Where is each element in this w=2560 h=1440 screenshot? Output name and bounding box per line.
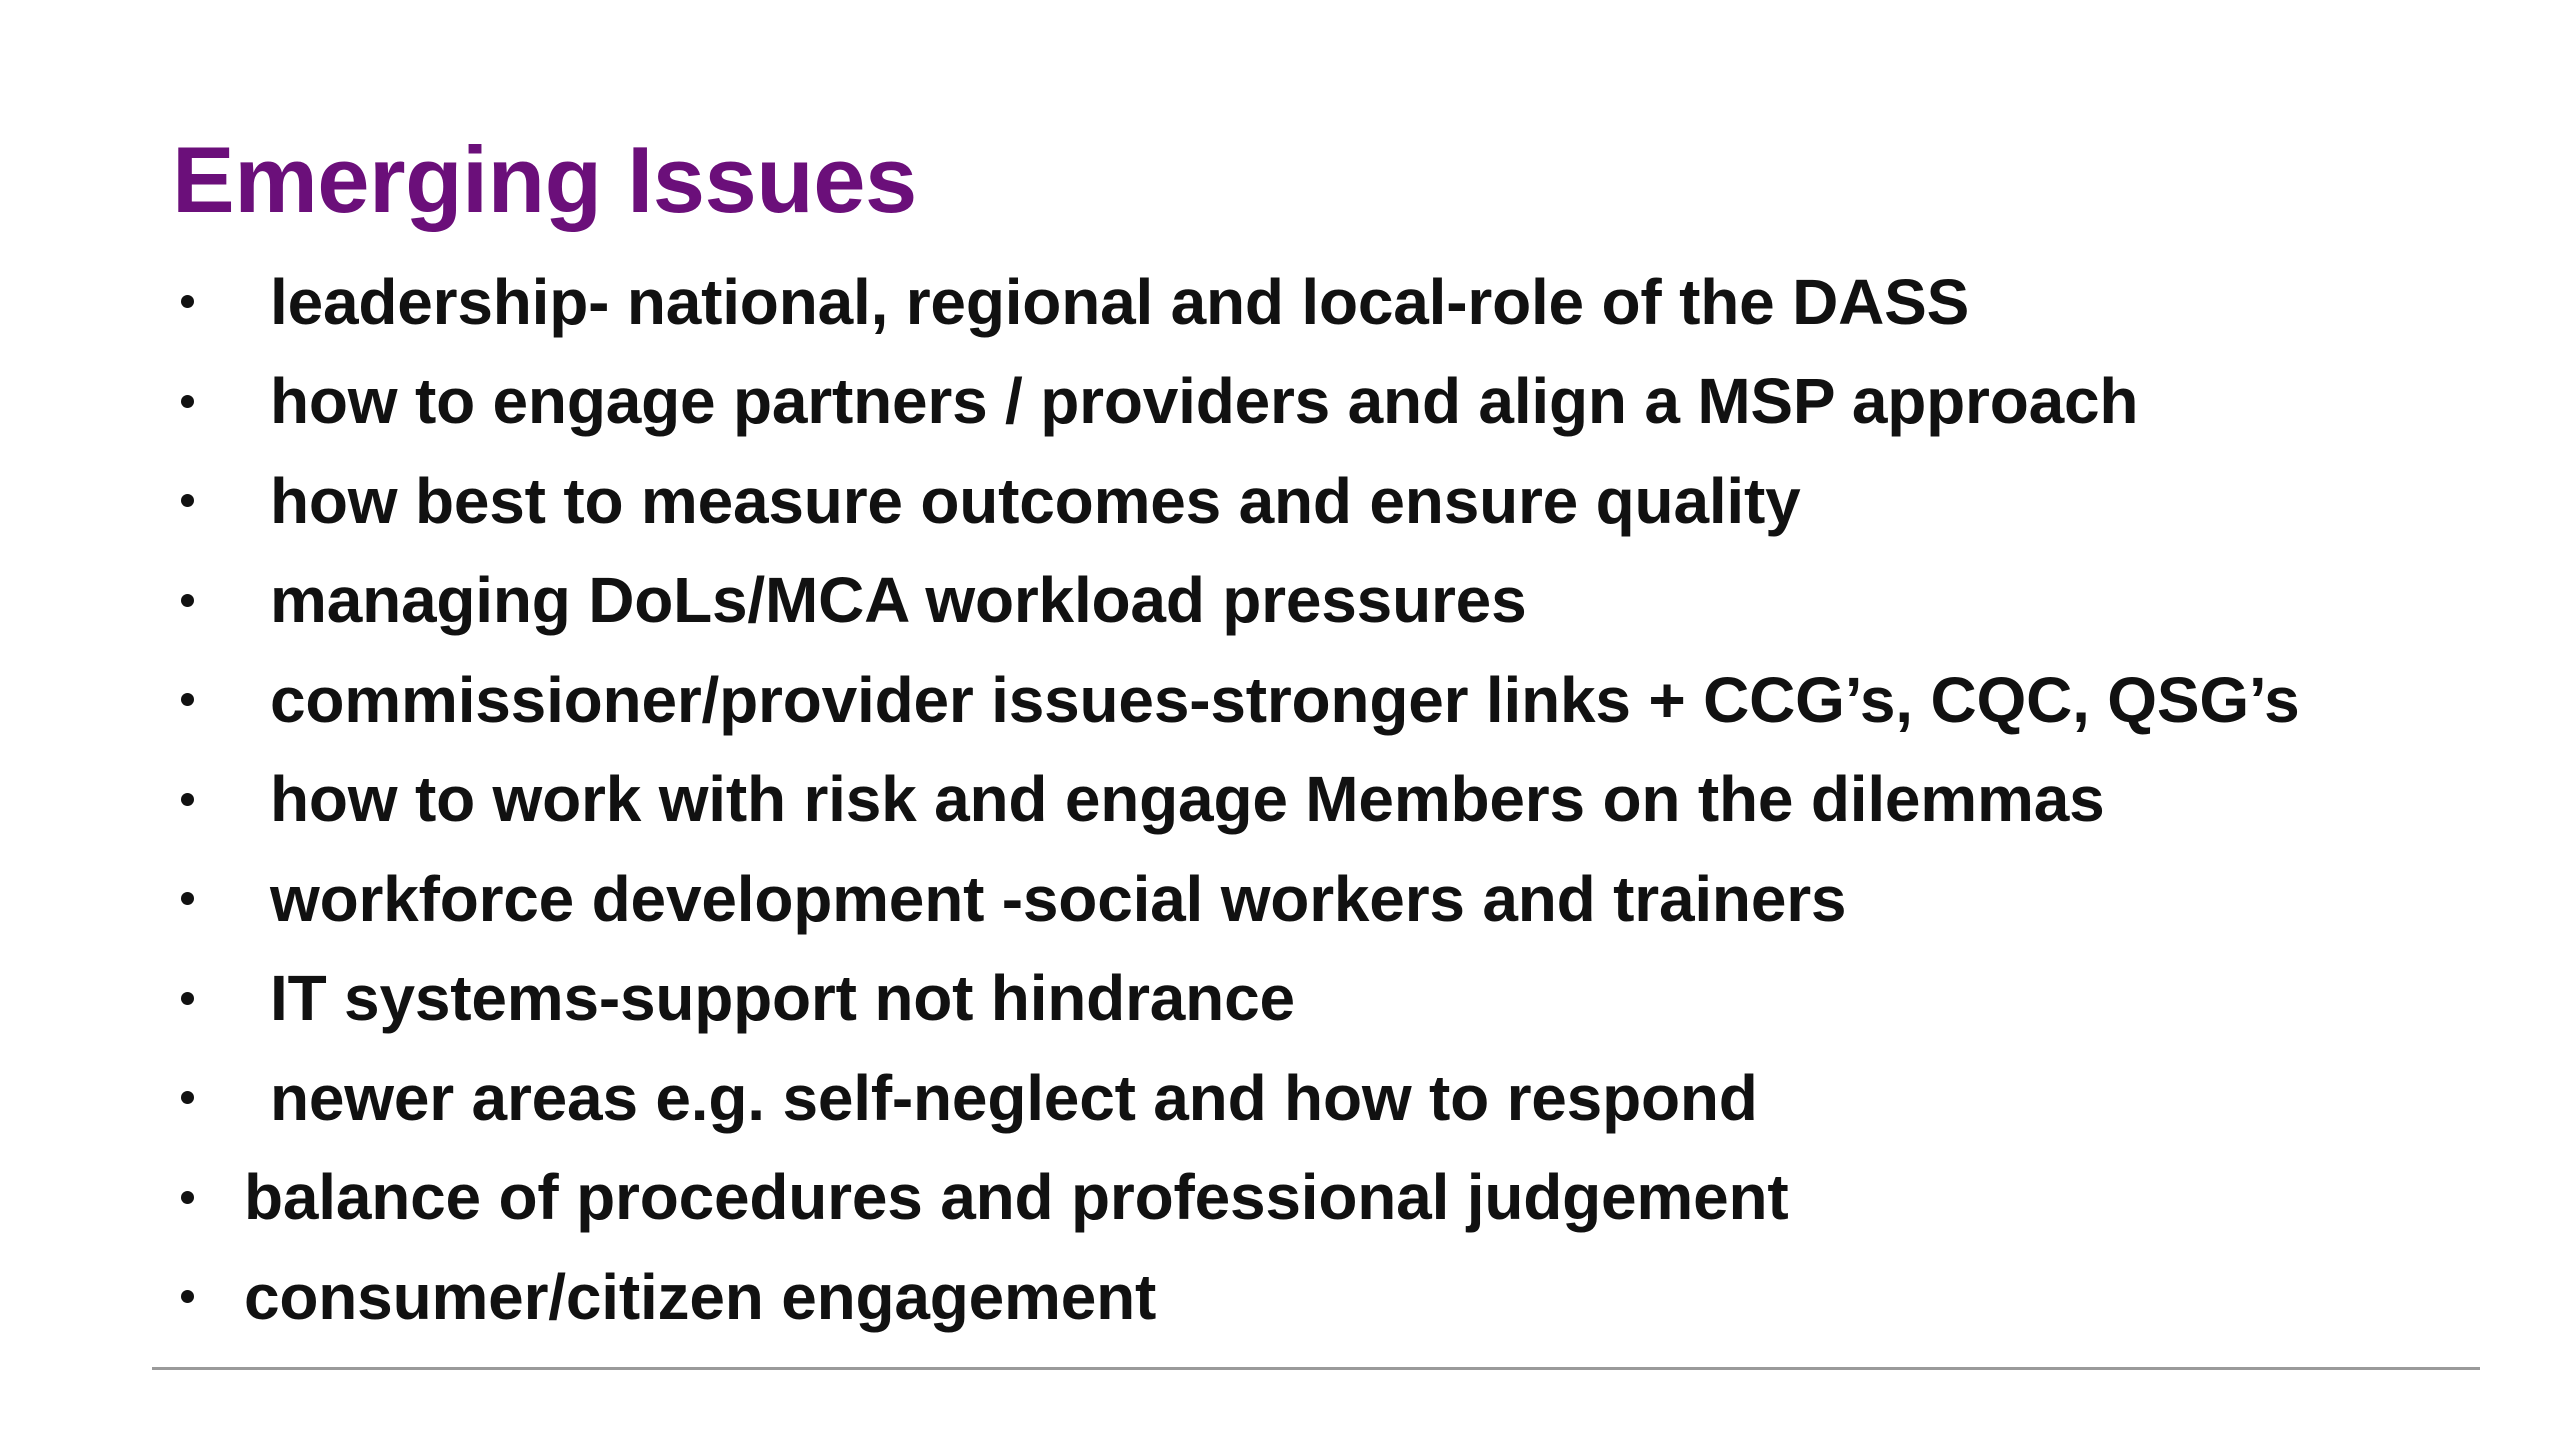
bullet-dot-icon: [172, 551, 202, 651]
bullet-item: [172, 551, 2300, 651]
bullet-item: [172, 252, 2300, 352]
bullet-item: [172, 352, 2300, 452]
bullet-item: [172, 849, 2300, 949]
bullet-text: balance of procedures and professional judgement: [244, 1161, 1789, 1234]
bullet-dot-icon: [172, 1048, 202, 1148]
bullet-item: [172, 1148, 2300, 1248]
bullet-dot-icon: [172, 1148, 202, 1248]
bullet-dot-icon: [172, 750, 202, 850]
bullet-text: consumer/citizen engagement: [244, 1260, 1157, 1333]
bullet-dot-icon: [172, 352, 202, 452]
bullet-item: [172, 1048, 2300, 1148]
bullet-text: leadership- national, regional and local-role of the DASS: [270, 265, 1970, 338]
bullet-text: how to engage partners / providers and align a MSP approach: [270, 365, 2139, 438]
bullet-dot-icon: [172, 650, 202, 750]
bullet-item: [172, 451, 2300, 551]
bullet-text: IT systems-support not hindrance: [270, 962, 1295, 1035]
slide-title: Emerging Issues: [172, 127, 917, 232]
bullet-text: newer areas e.g. self-neglect and how to respond: [270, 1061, 1758, 1134]
bullet-text: managing DoLs/MCA workload pressures: [270, 564, 1527, 637]
bullet-item: [172, 949, 2300, 1049]
bullet-dot-icon: [172, 849, 202, 949]
footer-divider: [152, 1367, 2480, 1370]
bullet-dot-icon: [172, 1247, 202, 1347]
bullet-item: [172, 750, 2300, 850]
bullet-dot-icon: [172, 451, 202, 551]
bullet-text: commissioner/provider issues-stronger links + CCG’s, CQC, QSG’s: [270, 663, 2300, 736]
bullet-text: workforce development -social workers and trainers: [270, 862, 1847, 935]
bullet-dot-icon: [172, 949, 202, 1049]
bullet-item: [172, 650, 2300, 750]
bullet-text: how to work with risk and engage Members on the dilemmas: [270, 763, 2105, 836]
bullet-list: [172, 252, 2300, 1347]
bullet-dot-icon: [172, 252, 202, 352]
bullet-text: how best to measure outcomes and ensure quality: [270, 464, 1801, 537]
bullet-item: [172, 1247, 2300, 1347]
